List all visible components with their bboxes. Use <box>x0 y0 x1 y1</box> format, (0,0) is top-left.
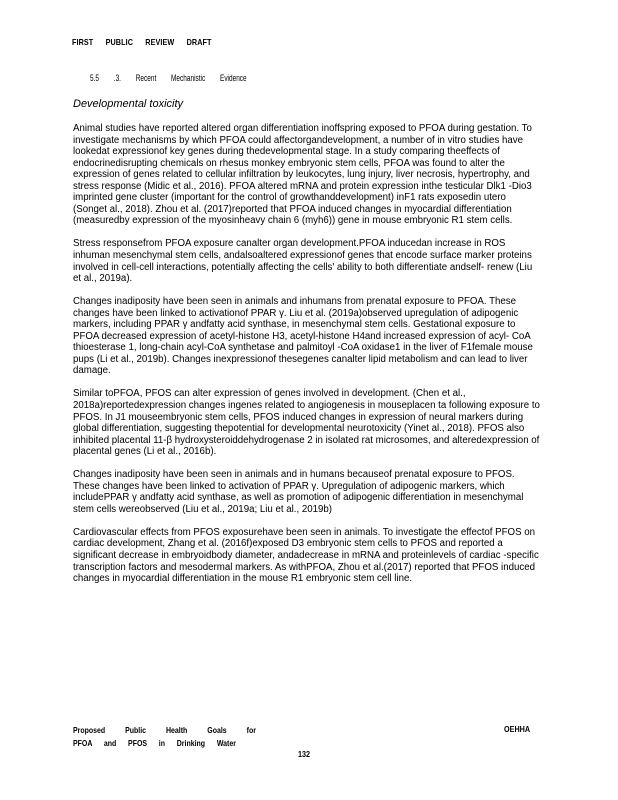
page-number: 132 <box>298 749 311 759</box>
paragraph-pfos-cardiovascular: Cardiovascular effects from PFOS exposurehave been seen in animals. To investigate the effectof PFOS on cardiac development, Zhang et al. (2016f)exposed D3 embryonic stem cells to PFOS and reported a significant decrease in embryoidbody diameter, andadecrease in mRNA and proteinlevels of cardiac -specific transcription factors and mesodermal markers. As withPFOA, Zhou et al.(2017) reported that PFOS induced changes in myocardial differentiation in the mouse R1 embryonic stem cell line. <box>73 526 539 585</box>
footer-title-line-1: Proposed Public Health Goals for <box>73 725 256 735</box>
body-text <box>73 123 541 596</box>
footer-document-title <box>73 724 319 749</box>
footer-title-line-2: PFOA and PFOS in Drinking Water <box>73 737 236 748</box>
paragraph-pfos-development: Similar toPFOA, PFOS can alter expression of genes involved in development. (Chen et al., 2018a)reportedexpression changes ingenes related to angiogenesis in mouseplacen ta following exposure to PFOS. In J1 mouseembryonic stem cells, PFOS induced changes in expression of neural markers during global differentiation, suggesting thepotential for developmental neurotoxicity (Yinet al., 2018). PFOS also inhibited placental 11-β hydroxysteroiddehydrogenase 2 in isolated rat microsomes, and alteredexpression of placental genes (Li et al., 2016b). <box>73 388 540 458</box>
subheading: Developmental toxicity <box>73 98 184 110</box>
paragraph-pfoa-adiposity: Changes inadiposity have been seen in animals and inhumans from prenatal exposure to PFOA. These changes have been linked to activationof PPAR γ. Liu et al. (2019a)observed upregulation of adipogenic markers, including PPAR γ andfatty acid synthase, in mesenchymal stem cells. Gestational exposure to PFOA decreased expression of acetyl-histone H3, acetyl-histone H4and increased expression of acyl- CoA thioesterase 1, long-chain acyl-CoA synthetase and palmitoyl -CoA oxidase1 in the liver of F1female mouse pups (Li et al., 2019b). Changes inexpressionof thesegenes canalter lipid metabolism and can lead to liver damage. <box>73 296 533 377</box>
paragraph-pfoa-stress-response: Stress responsefrom PFOA exposure canalter organ development.PFOA inducedan increase in ROS inhuman mesenchymal stem cells, andalsoaltered expressionof genes that encode surface marker proteins involved in cell-cell interactions, potentially affecting the cells' ability to both differentiate andself- renew (Liu et al., 2019a). <box>73 238 533 285</box>
section-heading: 5.5 .3. Recent Mechanistic Evidence <box>90 73 247 83</box>
paragraph-pfos-adiposity: Changes inadiposity have been seen in animals and in humans becauseof prenatal exposure to PFOS. These changes have been linked to activation of PPAR γ. Upregulation of adipogenic markers, which includePPAR γ andfatty acid synthase, as well as promotion of adipogenic differentiation in mesenchymal stem cells wereobserved (Liu et al., 2019a; Liu et al., 2019b) <box>73 469 524 515</box>
draft-header: FIRST PUBLIC REVIEW DRAFT <box>72 37 212 47</box>
footer-agency: OEHHA <box>504 724 531 734</box>
paragraph-pfoa-organ-differentiation: Animal studies have reported altered organ differentiation inoffspring exposed to PFOA during gestation. To investigate mechanisms by which PFOA could affectorgandevelopment, a number of in vitro studies have lookedat expressionof key genes during thedevelopmental stage. In a study comparing theeffects of endocrinedisrupting chemicals on rhesus monkey embryonic stem cells, PFOA was found to alter the expression of genes related to cellular infiltration by leukocytes, lung injury, liver necrosis, hypertrophy, and stress response (Midic et al., 2016). PFOA altered mRNA and protein expression inthe testicular Dlk1 -Dio3 imprinted gene cluster (important for the control of growthanddevelopment) inF1 rats exposedin utero (Songet al., 2018). Zhou et al. (2017)reported that PFOA induced changes in myocardial differentiation (measuredby expression of the myosinheavy chain 6 (myh6)) gene in mouse embryonic R1 stem cells. <box>73 123 532 227</box>
